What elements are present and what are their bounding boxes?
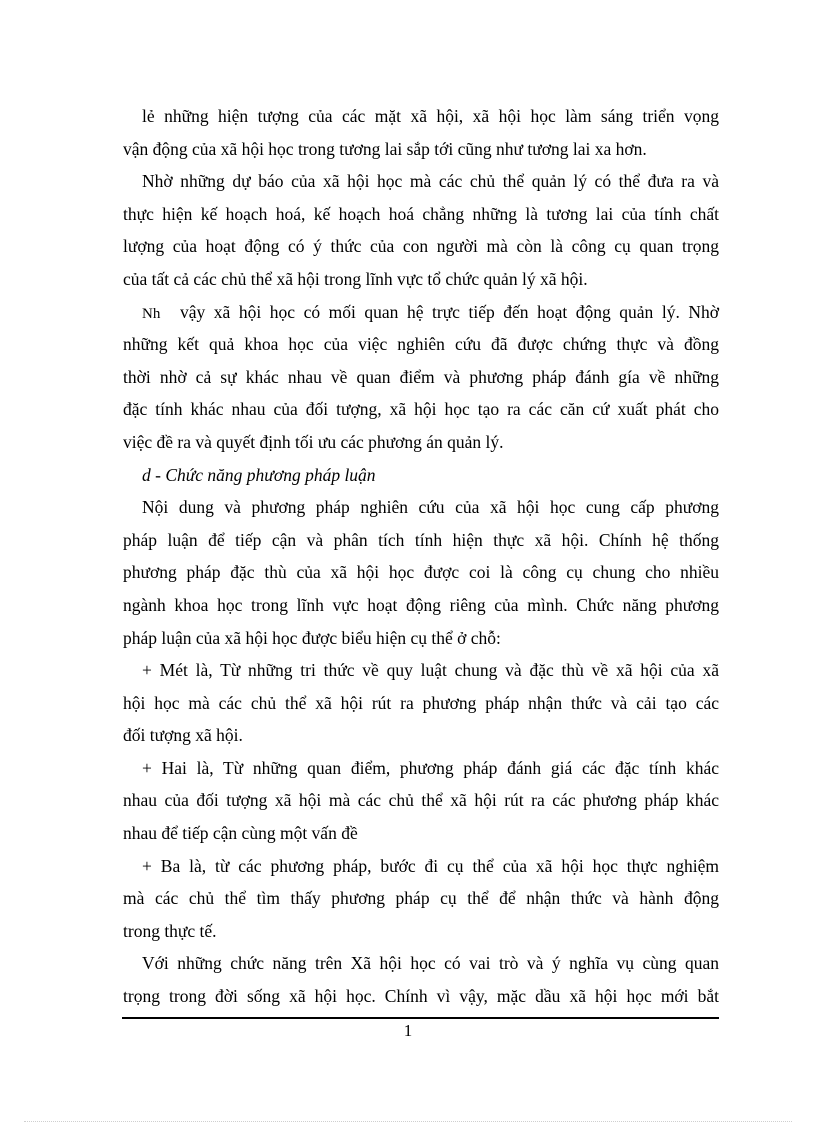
text-line: hội học mà các chủ thể xã hội rút ra phương pháp nhận thức và cải tạo các	[123, 692, 719, 713]
text-line: của tất cả các chủ thể xã hội trong lĩnh vực tổ chức quản lý xã hội.	[123, 268, 588, 289]
body-text	[123, 100, 719, 1013]
text-line: + Hai là, Từ những quan điểm, phương pháp đánh giá các đặc tính khác	[142, 757, 719, 778]
page-number: 1	[403, 1021, 413, 1040]
text-line: việc đề ra và quyết định tối ưu các phương án quản lý.	[123, 431, 504, 452]
text-line: phương pháp đặc thù của xã hội học được coi là công cụ chung cho nhiều	[123, 562, 719, 583]
text-line-with-fragment	[123, 296, 719, 329]
text-line: những kết quả khoa học của việc nghiên cứu đã được chứng thực và đồng	[123, 334, 719, 355]
text-line: trọng trong đời sống xã hội học. Chính vì vậy, mặc dầu xã hội học mới bắt	[123, 986, 719, 1007]
text-line: + Mét là, Từ những tri thức về quy luật chung và đặc thù về xã hội của xã	[142, 660, 719, 681]
text-line: pháp luận để tiếp cận và phân tích tính hiện thực xã hội. Chính hệ thống	[123, 529, 719, 550]
text-line: nhau của đối tượng xã hội mà các chủ thể xã hội rút ra các phương pháp khác	[123, 790, 719, 811]
text-line: lẻ những hiện tượng của các mặt xã hội, xã hội học làm sáng triển vọng	[142, 106, 719, 126]
text-line: mà các chủ thể tìm thấy phương pháp cụ thể để nhận thức và hành động	[123, 888, 719, 909]
text-line: Nhờ những dự báo của xã hội học mà các chủ thể quản lý có thể đưa ra và	[142, 171, 719, 192]
text-line: + Ba là, từ các phương pháp, bước đi cụ thể của xã hội học thực nghiệm	[142, 855, 719, 876]
text-line: Với những chức năng trên Xã hội học có vai trò và ý nghĩa vụ cùng quan	[142, 953, 719, 974]
text-line: thời nhờ cả sự khác nhau về quan điểm và phương pháp đánh gía về những	[123, 366, 719, 387]
text-line: thực hiện kế hoạch hoá, kế hoạch hoá chẳng những là tương lai của tính chất	[123, 203, 719, 224]
text-line: lượng của hoạt động có ý thức của con người mà còn là công cụ quan trọng	[123, 236, 719, 257]
text-line: Nội dung và phương pháp nghiên cứu của xã hội học cung cấp phương	[142, 497, 719, 518]
section-heading: d - Chức năng phương pháp luận	[142, 464, 376, 485]
text-line: trong thực tế.	[123, 920, 217, 941]
page-edge-divider	[24, 1121, 792, 1122]
text-line: pháp luận của xã hội học được biểu hiện cụ thể ở chỗ:	[123, 627, 501, 648]
text-line: nhau để tiếp cận cùng một vấn đề	[123, 823, 358, 844]
nh-fragment: Nh	[142, 305, 161, 322]
footer-rule	[122, 1017, 719, 1019]
text-line: vậy xã hội học có mối quan hệ trực tiếp đến hoạt động quản lý. Nhờ	[180, 301, 719, 322]
text-line: ngành khoa học trong lĩnh vực hoạt động riêng của mình. Chức năng phương	[123, 594, 719, 615]
text-line: đặc tính khác nhau của đối tượng, xã hội học tạo ra các căn cứ xuất phát cho	[123, 399, 719, 420]
text-line: vận động của xã hội học trong tương lai sắp tới cũng như tương lai xa hơn.	[123, 138, 647, 159]
text-line: đối tượng xã hội.	[123, 725, 243, 746]
